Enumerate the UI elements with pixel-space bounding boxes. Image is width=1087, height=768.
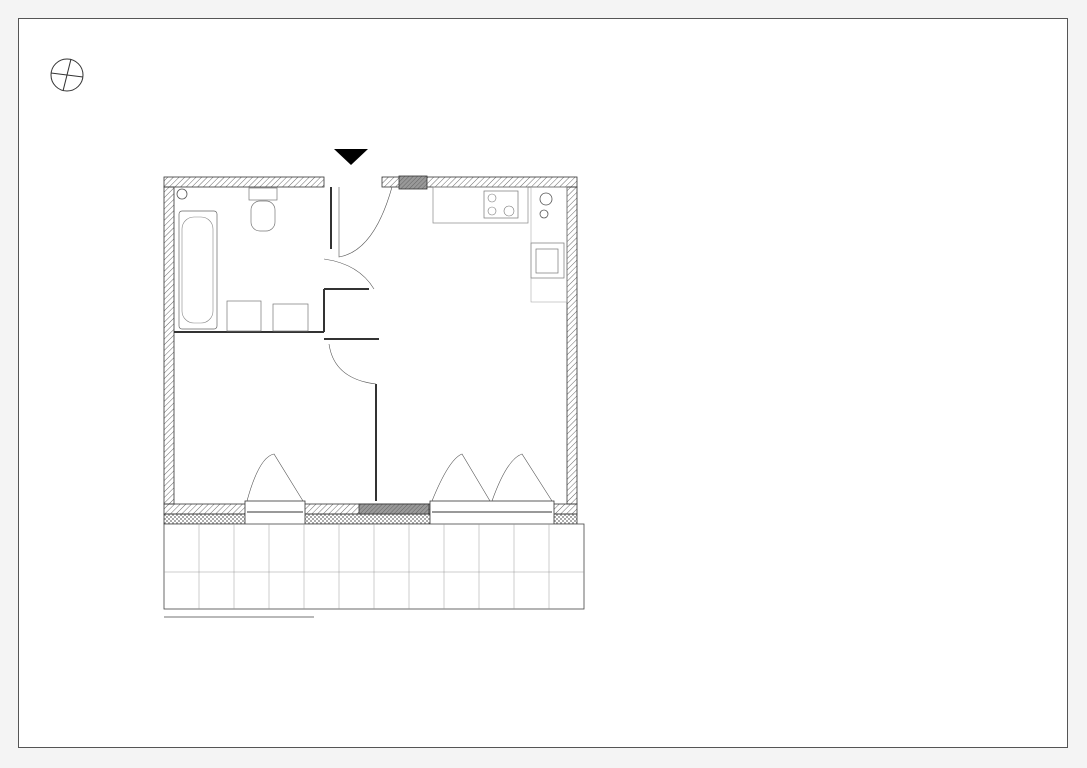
document-sheet xyxy=(18,18,1068,748)
entrance-arrow-icon xyxy=(334,149,368,165)
floor-plan xyxy=(149,139,609,629)
compass-icon xyxy=(47,55,87,95)
